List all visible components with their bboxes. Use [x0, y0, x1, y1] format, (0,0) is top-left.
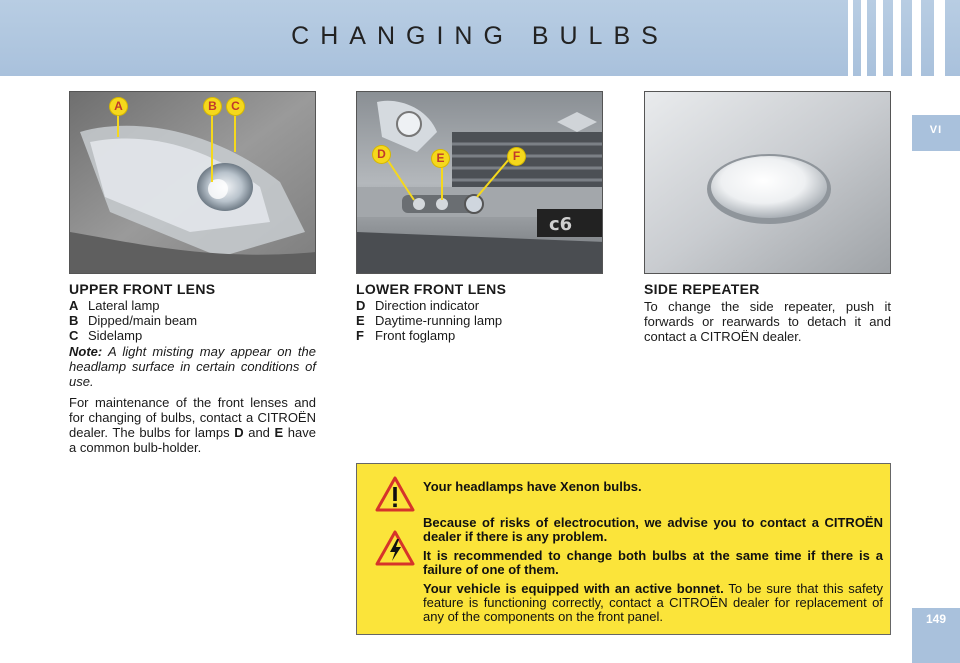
upper-front-lens-photo	[69, 91, 316, 274]
electric-hazard-icon	[375, 530, 415, 566]
item-key: A	[69, 298, 79, 313]
item-label: Sidelamp	[88, 328, 143, 343]
section-tab[interactable]: VI	[912, 115, 960, 151]
side-repeater-section	[644, 282, 891, 344]
xenon-warning: Your headlamps have Xenon bulbs.	[423, 479, 642, 494]
maintenance-text: For maintenance of the front lenses and for changing of bulbs, contact a CITROËN dealer. The bulbs for lamps	[69, 395, 316, 440]
active-bonnet-bold: Your vehicle is equipped with an active bonnet.	[423, 581, 724, 596]
warning-box	[356, 463, 891, 635]
item-label: Front foglamp	[375, 328, 456, 343]
item-label: Lateral lamp	[88, 298, 160, 313]
upper-front-lens-heading: UPPER FRONT LENS	[69, 281, 216, 297]
list-item	[69, 328, 316, 343]
note-label: Note:	[69, 344, 103, 359]
electrocution-warning: Because of risks of electrocution, we advise you to contact a CITROËN dealer if there is any problem.	[423, 515, 883, 544]
lower-front-lens-heading: LOWER FRONT LENS	[356, 281, 507, 297]
item-key: F	[356, 328, 364, 343]
item-key: D	[356, 298, 366, 313]
maintenance-paragraph	[69, 395, 316, 455]
page-header	[0, 0, 960, 76]
list-item	[69, 313, 316, 328]
list-item	[356, 298, 603, 313]
callout-f: F	[508, 148, 525, 165]
bulb-change-advice: It is recommended to change both bulbs at the same time if there is a failure of one of them.	[423, 548, 883, 577]
headlamp-note	[69, 344, 316, 389]
maintenance-and: and	[243, 425, 275, 440]
item-key: E	[356, 313, 365, 328]
note-text: A light misting may appear on the headlamp surface in certain conditions of use.	[69, 344, 316, 389]
active-bonnet-detail: To be sure that this safety feature is functioning correctly, contact a CITROËN dealer for replacement of any of the components on the front panel.	[423, 581, 883, 624]
lamp-d-ref: D	[234, 425, 244, 440]
side-repeater-photo	[644, 91, 891, 274]
list-item	[69, 298, 316, 313]
callout-c: C	[227, 98, 244, 115]
item-label: Dipped/main beam	[88, 313, 198, 328]
callout-b: B	[204, 98, 221, 115]
list-item	[356, 328, 603, 343]
active-bonnet-warning	[423, 582, 883, 624]
lamp-e-ref: E	[274, 425, 284, 440]
lower-front-lens-photo	[356, 91, 603, 274]
page-number: 149	[912, 608, 960, 663]
item-key: B	[69, 313, 79, 328]
page-title: CHANGING BULBS	[291, 22, 669, 50]
side-repeater-heading: SIDE REPEATER	[644, 281, 760, 297]
warning-text	[423, 480, 883, 624]
callout-a: A	[110, 98, 127, 115]
upper-front-lens-section	[69, 282, 316, 455]
item-key: C	[69, 328, 79, 343]
item-label: Daytime-running lamp	[375, 313, 503, 328]
lower-front-lens-section	[356, 282, 603, 343]
callout-d: D	[373, 146, 390, 163]
item-label: Direction indicator	[375, 298, 480, 313]
list-item	[356, 313, 603, 328]
callout-e: E	[432, 150, 449, 167]
warning-triangle-icon	[375, 476, 415, 512]
svg-text:c6: c6	[549, 214, 573, 235]
maintenance-text-end: have a common bulb-holder.	[69, 425, 316, 455]
side-repeater-text: To change the side repeater, push it forwards or rearwards to detach it and contact a CITROËN dealer.	[644, 299, 891, 344]
